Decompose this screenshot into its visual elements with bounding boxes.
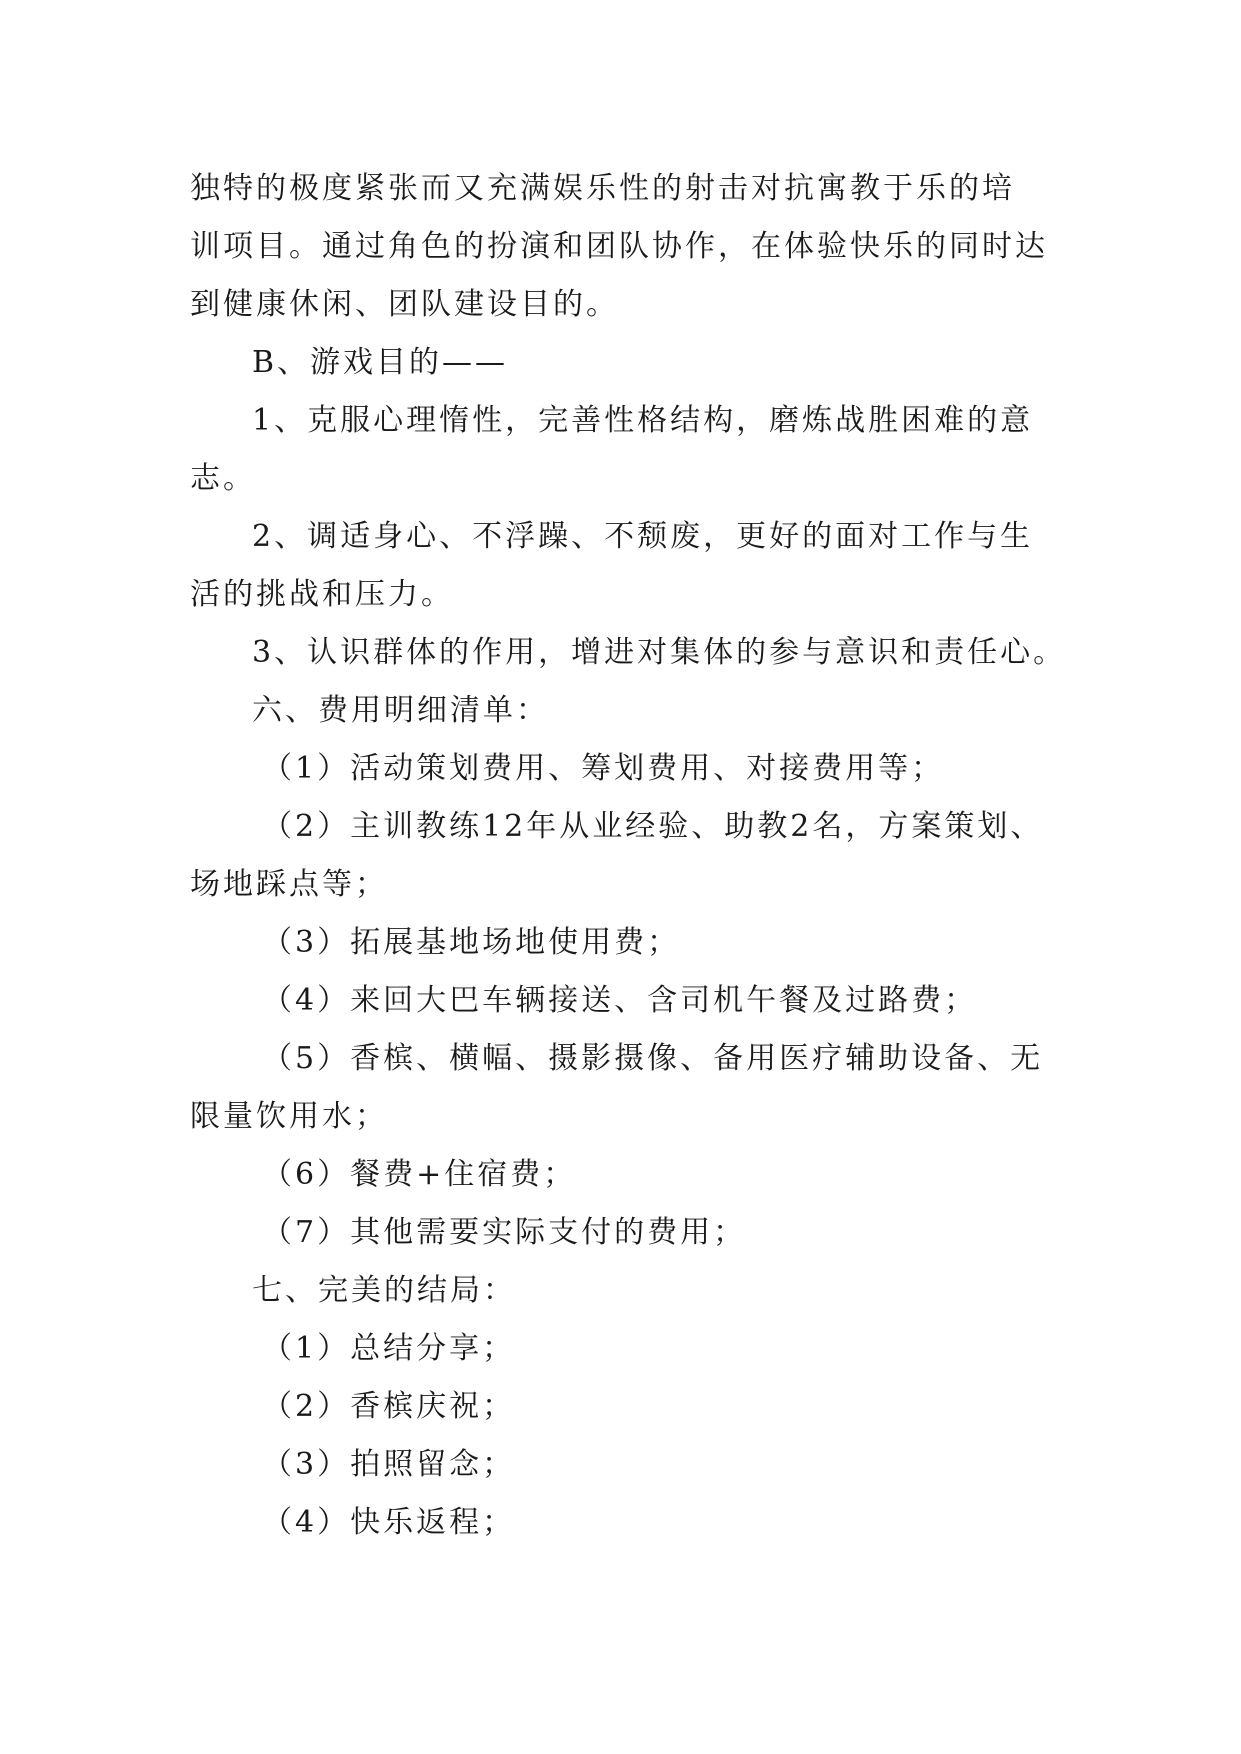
goal-item-1: 1、克服心理惰性，完善性格结构，磨炼战胜困难的意	[252, 403, 1034, 438]
section-heading-ending: 七、完美的结局：	[252, 1273, 516, 1308]
ending-item-4: （4）快乐返程；	[262, 1505, 516, 1540]
cost-item-4: （4）来回大巴车辆接送、含司机午餐及过路费；	[262, 983, 978, 1018]
goal-item-2: 2、调适身心、不浮躁、不颓废，更好的面对工作与生	[252, 519, 1034, 554]
paragraph-line: 独特的极度紧张而又充满娱乐性的射击对抗寓教于乐的培	[190, 171, 1015, 206]
section-heading-cost-details: 六、费用明细清单：	[252, 693, 549, 728]
cost-item-1: （1）活动策划费用、筹划费用、对接费用等；	[262, 751, 945, 786]
ending-item-3: （3）拍照留念；	[262, 1447, 516, 1482]
cost-item-3: （3）拓展基地场地使用费；	[262, 925, 681, 960]
cost-item-5-continued: 限量饮用水；	[190, 1099, 388, 1134]
paragraph-line: 训项目。通过角色的扮演和团队协作，在体验快乐的同时达	[190, 229, 1048, 264]
goal-item-2-continued: 活的挑战和压力。	[190, 577, 454, 612]
document-body	[190, 160, 1067, 1552]
cost-item-2-continued: 场地踩点等；	[190, 867, 388, 902]
paragraph-line: 到健康休闲、团队建设目的。	[190, 287, 619, 322]
cost-item-7: （7）其他需要实际支付的费用；	[262, 1215, 747, 1250]
cost-item-6: （6）餐费+住宿费；	[262, 1157, 577, 1192]
ending-item-1: （1）总结分享；	[262, 1331, 516, 1366]
goal-item-3: 3、认识群体的作用，增进对集体的参与意识和责任心。	[252, 635, 1067, 670]
ending-item-2: （2）香槟庆祝；	[262, 1389, 516, 1424]
cost-item-5: （5）香槟、横幅、摄影摄像、备用医疗辅助设备、无	[262, 1041, 1044, 1076]
goal-item-1-continued: 志。	[190, 461, 256, 496]
section-heading-game-goals: B、游戏目的——	[252, 345, 509, 380]
cost-item-2: （2）主训教练12年从业经验、助教2名，方案策划、	[262, 809, 1044, 844]
